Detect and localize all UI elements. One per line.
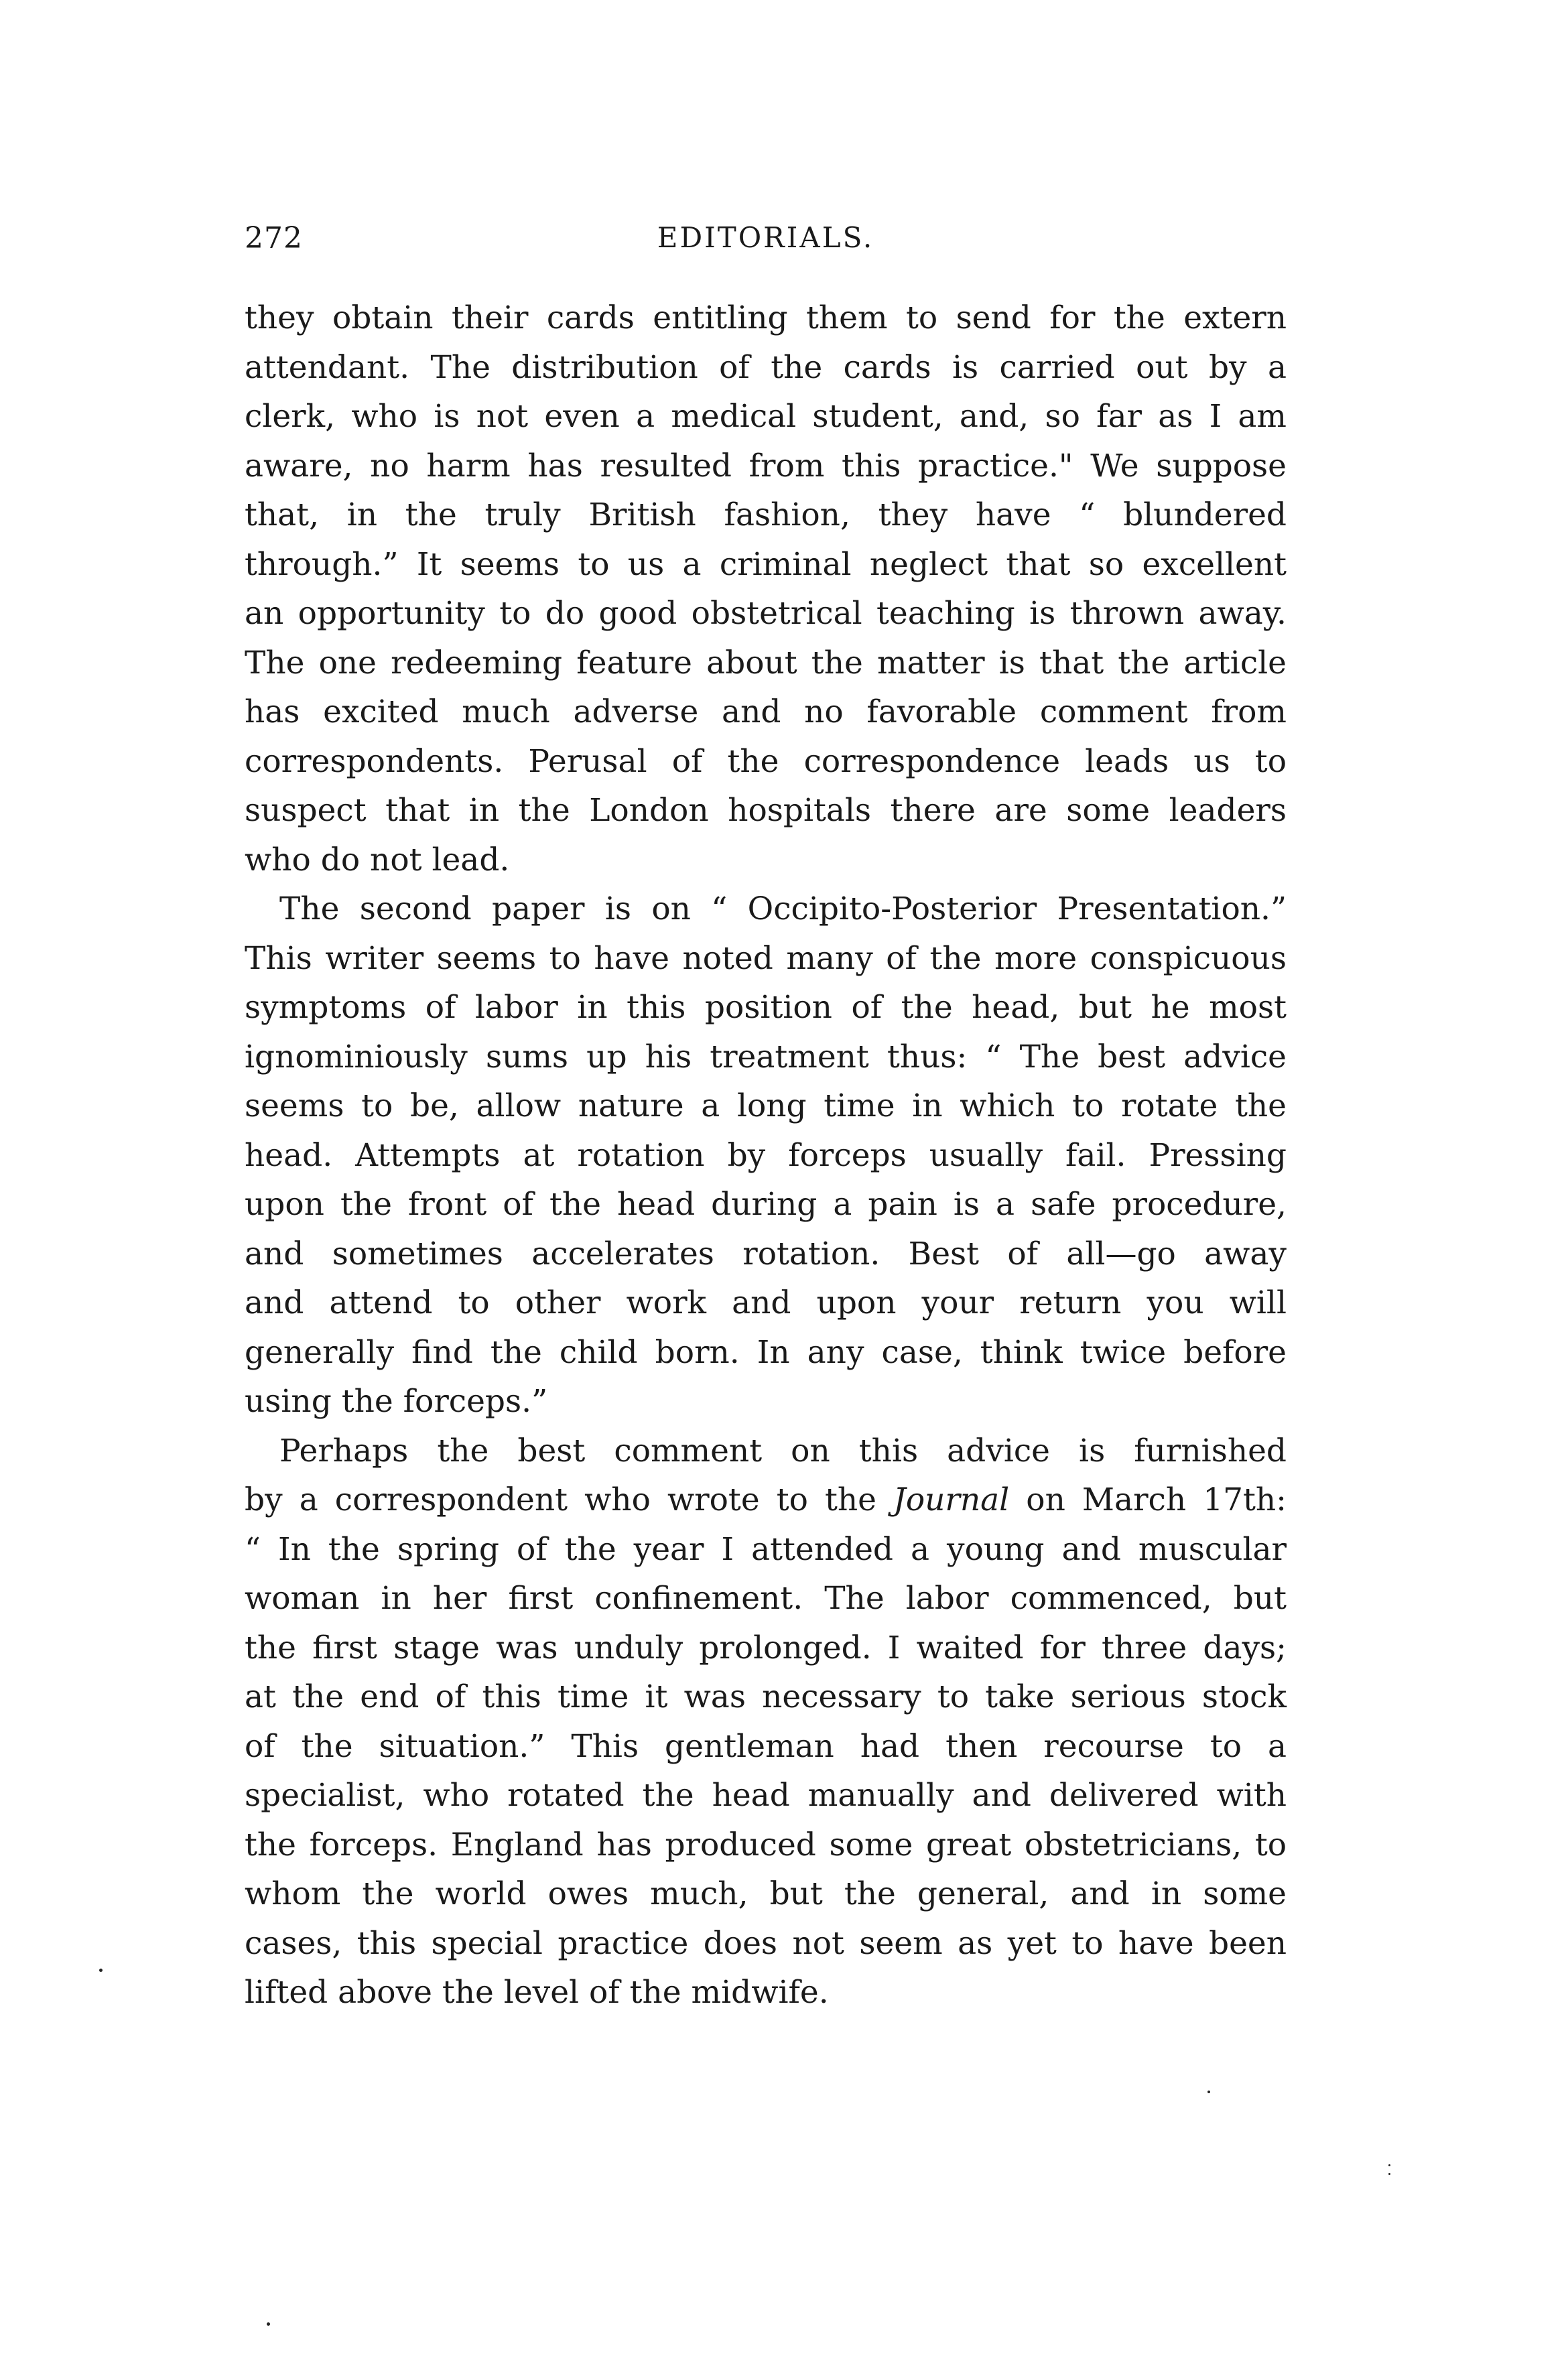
text-line: The one redeeming feature about the matter is that the article (245, 644, 1287, 681)
text-line: has excited much adverse and no favorable comment from (245, 693, 1287, 730)
text-line: lifted above the level of the midwife. (245, 1974, 829, 2011)
text-line: The second paper is on “ Occipito-Posterior Presentation.” (279, 890, 1287, 927)
text-line: upon the front of the head during a pain is a safe procedure, (245, 1186, 1287, 1223)
text-line: seems to be, allow nature a long time in which to rotate the (245, 1087, 1287, 1124)
text-line: cases, this special practice does not seem as yet to have been (245, 1924, 1287, 1962)
text-line: correspondents. Perusal of the correspondence leads us to (245, 742, 1287, 780)
text-line: of the situation.” This gentleman had then recourse to a (245, 1727, 1287, 1765)
running-head (245, 221, 1287, 268)
scan-speck (267, 2322, 270, 2326)
text-line: This writer seems to have noted many of the more conspicuous (245, 939, 1287, 977)
text-line: aware, no harm has resulted from this practice." We suppose (245, 447, 1287, 484)
text-line: whom the world owes much, but the general, and in some (245, 1875, 1287, 1912)
scan-speck (1388, 2173, 1390, 2175)
text-line: using the forceps.” (245, 1383, 548, 1420)
text-line: symptoms of labor in this position of the head, but he most (245, 989, 1287, 1026)
text-line: “ In the spring of the year I attended a young and muscular (245, 1530, 1287, 1568)
text-line: the forceps. England has produced some great obstetricians, to (245, 1826, 1287, 1863)
text-line: at the end of this time it was necessary to take serious stock (245, 1678, 1287, 1715)
scan-speck (99, 1969, 103, 1972)
text-line: suspect that in the London hospitals there are some leaders (245, 792, 1287, 829)
paragraph-2 (245, 884, 1287, 1427)
paragraph-1 (245, 293, 1287, 884)
text-line: specialist, who rotated the head manually and delivered with (245, 1777, 1287, 1814)
scan-speck (1388, 2164, 1390, 2166)
text-line: and attend to other work and upon your return you will (245, 1284, 1287, 1321)
text-line: who do not lead. (245, 841, 510, 878)
body-text (245, 293, 1287, 2018)
paragraph-3 (245, 1427, 1287, 2018)
text-line: Perhaps the best comment on this advice is furnished (279, 1432, 1287, 1469)
text-line: by a correspondent who wrote to the Journal on March 17th: (245, 1481, 1287, 1518)
text-line: that, in the truly British fashion, they have “ blundered (245, 497, 1287, 533)
text-line: head. Attempts at rotation by forceps usually fail. Pressing (245, 1136, 1287, 1174)
text-line: the first stage was unduly prolonged. I waited for three days; (245, 1629, 1287, 1666)
running-title: EDITORIALS. (657, 221, 874, 254)
scan-speck (1207, 2091, 1210, 2093)
text-line: an opportunity to do good obstetrical teaching is thrown away. (245, 595, 1287, 632)
text-line: woman in her first confinement. The labor commenced, but (245, 1580, 1287, 1617)
text-line: through.” It seems to us a criminal neglect that so excellent (245, 545, 1287, 583)
text-line: ignominiously sums up his treatment thus: “ The best advice (245, 1038, 1287, 1075)
text-line: attendant. The distribution of the cards is carried out by a (245, 348, 1287, 386)
text-line: they obtain their cards entitling them to send for the extern (245, 300, 1287, 336)
text-line: and sometimes accelerates rotation. Best of all—go away (245, 1235, 1287, 1272)
text-line: clerk, who is not even a medical student, and, so far as I am (245, 398, 1287, 435)
text-line: generally find the child born. In any case, think twice before (245, 1333, 1287, 1371)
page-number: 272 (245, 221, 303, 255)
